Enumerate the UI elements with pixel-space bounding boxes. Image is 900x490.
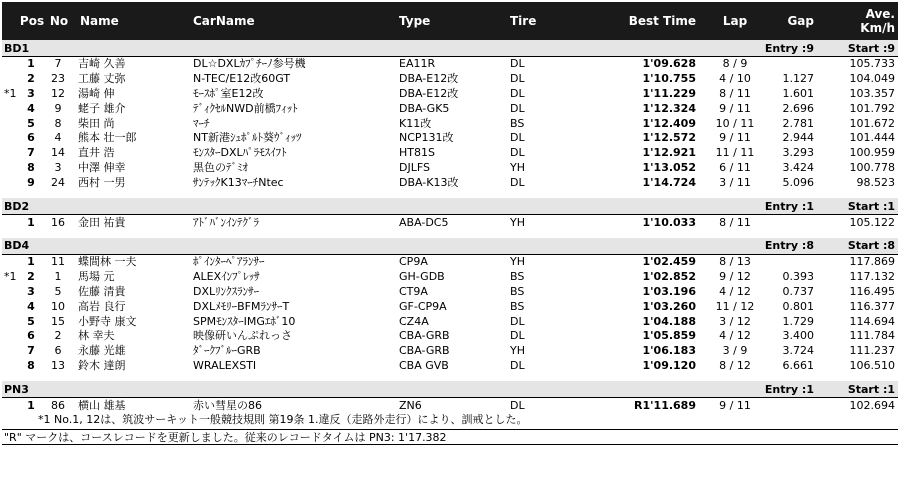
gap-cell: 1.729	[782, 314, 814, 328]
lap-cell: 11 / 11	[715, 146, 755, 160]
header-ave-speed	[818, 2, 898, 40]
pos-cell: 4	[27, 299, 35, 313]
driver-name-cell: 柴田 尚	[78, 116, 115, 130]
tire-cell: DL	[510, 329, 525, 343]
table-row	[2, 344, 898, 359]
gap-cell: 3.400	[782, 329, 814, 343]
table-row	[2, 175, 898, 190]
best-time-cell: 1'04.188	[642, 314, 696, 328]
car-name-cell: ﾃﾞｨｸｾﾙNWD前橋ﾌｨｯﾄ	[193, 101, 298, 115]
class-entry-count: Entry :1	[764, 199, 814, 213]
gap-cell: 3.293	[782, 146, 814, 160]
pos-cell: 4	[27, 101, 35, 115]
car-number-cell: 16	[51, 215, 65, 229]
car-number-cell: 24	[51, 175, 65, 189]
type-cell: CBA GVB	[399, 358, 449, 372]
tire-cell: BS	[510, 270, 525, 284]
class-spacer	[2, 230, 898, 238]
pos-cell: 1	[27, 215, 35, 229]
gap-cell: 0.801	[782, 299, 814, 313]
car-number-cell: 6	[54, 344, 62, 358]
header-gap: Gap	[787, 14, 814, 28]
gap-cell: 6.661	[782, 358, 814, 372]
pos-cell: 1	[27, 57, 35, 71]
ave-speed-cell: 101.444	[849, 131, 895, 145]
table-row	[2, 87, 898, 102]
car-name-cell: ﾀﾞｰｸﾌﾞﾙｰGRB	[193, 344, 261, 358]
lap-cell: 3 / 9	[722, 344, 748, 358]
tire-cell: DL	[510, 86, 525, 100]
type-cell: DBA-K13改	[399, 175, 459, 189]
car-number-cell: 1	[54, 270, 62, 284]
best-time-cell: 1'06.183	[642, 344, 696, 358]
car-name-cell: 映像研いんぷれっさ	[193, 329, 292, 343]
type-cell: CZ4A	[399, 314, 429, 328]
car-number-cell: 8	[54, 116, 62, 130]
car-name-cell: DL☆DXLｶﾌﾟﾁｰﾉ参号機	[193, 57, 306, 71]
type-cell: ZN6	[399, 398, 422, 412]
pos-cell: 7	[27, 344, 35, 358]
gap-cell: 1.601	[782, 86, 814, 100]
lap-cell: 11 / 12	[715, 299, 755, 313]
class-start-count: Start :9	[847, 41, 895, 55]
driver-name-cell: 林 幸夫	[78, 329, 115, 343]
ave-speed-cell: 116.377	[849, 299, 895, 313]
car-name-cell: DXLﾒﾓﾘｰBFMﾗﾝｻｰT	[193, 299, 290, 313]
gap-cell: 2.944	[782, 131, 814, 145]
table-row	[2, 146, 898, 161]
best-time-cell: 1'12.409	[642, 116, 696, 130]
table-row	[2, 329, 898, 344]
driver-name-cell: 鈴木 達朗	[78, 358, 126, 372]
pos-cell: 9	[27, 175, 35, 189]
type-cell: DBA-GK5	[399, 101, 450, 115]
car-name-cell: ｻﾝﾃｯｸK13ﾏｰﾁNtec	[193, 175, 284, 189]
lap-cell: 8 / 13	[719, 255, 751, 269]
ave-speed-cell: 106.510	[849, 358, 895, 372]
best-time-cell: 1'09.120	[642, 358, 696, 372]
car-number-cell: 10	[51, 299, 65, 313]
type-cell: CBA-GRB	[399, 344, 450, 358]
car-number-cell: 2	[54, 329, 62, 343]
table-row	[2, 299, 898, 314]
gap-cell: 0.393	[782, 270, 814, 284]
car-name-cell: ﾏｰﾁ	[193, 116, 210, 130]
car-name-cell: SPMﾓﾝｽﾀｰIMGｴﾎﾞ10	[193, 314, 296, 328]
driver-name-cell: 吉崎 久善	[78, 57, 126, 71]
ave-speed-cell: 101.792	[849, 101, 895, 115]
table-row	[2, 270, 898, 285]
lap-cell: 3 / 11	[719, 175, 751, 189]
lap-cell: 8 / 11	[719, 86, 751, 100]
type-cell: ABA-DC5	[399, 215, 449, 229]
gap-cell: 1.127	[782, 72, 814, 86]
tire-cell: DL	[510, 101, 525, 115]
car-name-cell: ｱﾄﾞﾊﾞﾝｲﾝﾃｸﾞﾗ	[193, 215, 259, 229]
driver-name-cell: 高岩 良行	[78, 299, 126, 313]
gap-cell: 3.424	[782, 160, 814, 174]
pos-cell: 3	[27, 86, 35, 100]
car-number-cell: 3	[54, 160, 62, 174]
car-number-cell: 11	[51, 255, 65, 269]
gap-cell: 2.696	[782, 101, 814, 115]
car-name-cell: ﾓｰｽﾎﾟ室E12改	[193, 86, 264, 100]
best-time-cell: 1'10.755	[642, 72, 696, 86]
best-time-cell: 1'13.052	[642, 160, 696, 174]
lap-cell: 6 / 11	[719, 160, 751, 174]
class-start-count: Start :8	[847, 239, 895, 253]
table-header	[2, 2, 898, 40]
header-ave-line1: Ave.	[865, 7, 895, 21]
car-number-cell: 15	[51, 314, 65, 328]
lap-cell: 4 / 10	[719, 72, 751, 86]
class-spacer	[2, 190, 898, 198]
type-cell: CBA-GRB	[399, 329, 450, 343]
ave-speed-cell: 117.132	[849, 270, 895, 284]
table-row	[2, 314, 898, 329]
best-time-cell: 1'02.459	[642, 255, 696, 269]
header-car-name: CarName	[193, 14, 255, 28]
car-number-cell: 5	[54, 284, 62, 298]
class-name: BD1	[4, 41, 30, 55]
driver-name-cell: 熊本 壮一郎	[78, 131, 137, 145]
class-entry-count: Entry :9	[764, 41, 814, 55]
best-time-cell: 1'03.196	[642, 284, 696, 298]
class-header-bd2	[2, 198, 898, 215]
car-number-cell: 86	[51, 398, 65, 412]
driver-name-cell: 工藤 丈弥	[78, 72, 126, 86]
pos-cell: 8	[27, 160, 35, 174]
tire-cell: DL	[510, 314, 525, 328]
tire-cell: DL	[510, 57, 525, 71]
pos-cell: 5	[27, 116, 35, 130]
tire-cell: DL	[510, 175, 525, 189]
best-time-cell: 1'12.324	[642, 101, 696, 115]
ave-speed-cell: 104.049	[849, 72, 895, 86]
type-cell: K11改	[399, 116, 432, 130]
header-name: Name	[80, 14, 119, 28]
class-header-pn3	[2, 381, 898, 398]
class-start-count: Start :1	[847, 382, 895, 396]
table-row	[2, 359, 898, 374]
driver-name-cell: 永藤 光雄	[78, 344, 126, 358]
best-time-cell: 1'12.921	[642, 146, 696, 160]
car-name-cell: 赤い彗星の86	[193, 398, 262, 412]
header-ave-line2: Km/h	[860, 21, 895, 35]
tire-cell: BS	[510, 284, 525, 298]
lap-cell: 9 / 11	[719, 131, 751, 145]
gap-cell: 2.781	[782, 116, 814, 130]
lap-cell: 4 / 12	[719, 329, 751, 343]
table-row	[2, 116, 898, 131]
header-tire: Tire	[510, 14, 537, 28]
header-no: No	[49, 14, 69, 28]
car-name-cell: ﾎﾟｲﾝﾀｰﾍﾟｱﾗﾝｻｰ	[193, 255, 265, 269]
tire-cell: DL	[510, 131, 525, 145]
pos-cell: 1	[27, 398, 35, 412]
type-cell: DJLFS	[399, 160, 430, 174]
best-time-cell: 1'10.033	[642, 215, 696, 229]
ave-speed-cell: 100.778	[849, 160, 895, 174]
tire-cell: BS	[510, 116, 525, 130]
type-cell: DBA-E12改	[399, 86, 459, 100]
driver-name-cell: 直井 浩	[78, 146, 115, 160]
tire-cell: YH	[510, 215, 525, 229]
note-marker: *1	[4, 270, 17, 284]
driver-name-cell: 金田 祐貴	[78, 215, 126, 229]
car-number-cell: 7	[54, 57, 62, 71]
ave-speed-cell: 101.672	[849, 116, 895, 130]
driver-name-cell: 馬場 元	[78, 270, 115, 284]
ave-speed-cell: 116.495	[849, 284, 895, 298]
class-header-bd4	[2, 238, 898, 255]
type-cell: EA11R	[399, 57, 436, 71]
driver-name-cell: 蛯子 雄介	[78, 101, 126, 115]
table-row	[2, 131, 898, 146]
lap-cell: 8 / 12	[719, 358, 751, 372]
type-cell: CP9A	[399, 255, 428, 269]
ave-speed-cell: 98.523	[856, 175, 895, 189]
ave-speed-cell: 117.869	[849, 255, 895, 269]
type-cell: NCP131改	[399, 131, 454, 145]
driver-name-cell: 西村 一男	[78, 175, 126, 189]
driver-name-cell: 小野寺 康文	[78, 314, 137, 328]
pos-cell: 2	[27, 270, 35, 284]
driver-name-cell: 中澤 伸幸	[78, 160, 126, 174]
header-best-time: Best Time	[628, 14, 696, 28]
class-start-count: Start :1	[847, 199, 895, 213]
results-table	[2, 2, 898, 445]
tire-cell: DL	[510, 72, 525, 86]
tire-cell: DL	[510, 398, 525, 412]
car-name-cell: DXLﾘﾝｸｽﾗﾝｻｰ	[193, 284, 260, 298]
table-row	[2, 215, 898, 230]
best-time-cell: 1'05.859	[642, 329, 696, 343]
tire-cell: DL	[510, 146, 525, 160]
best-time-cell: 1'14.724	[642, 175, 696, 189]
car-name-cell: ALEXｲﾝﾌﾟﾚｯｻ	[193, 270, 260, 284]
table-row	[2, 398, 898, 413]
ave-speed-cell: 111.237	[849, 344, 895, 358]
lap-cell: 9 / 12	[719, 270, 751, 284]
best-time-cell: 1'03.260	[642, 299, 696, 313]
car-name-cell: WRALEXSTI	[193, 358, 257, 372]
classes-container	[2, 40, 898, 413]
driver-name-cell: 佐藤 清貴	[78, 284, 126, 298]
car-name-cell: 黒色のﾃﾞﾐｵ	[193, 160, 248, 174]
class-entry-count: Entry :8	[764, 239, 814, 253]
car-number-cell: 4	[54, 131, 62, 145]
driver-name-cell: 湯崎 伸	[78, 86, 115, 100]
type-cell: DBA-E12改	[399, 72, 459, 86]
car-number-cell: 14	[51, 146, 65, 160]
ave-speed-cell: 111.784	[849, 329, 895, 343]
lap-cell: 8 / 9	[722, 57, 748, 71]
best-time-cell: 1'09.628	[642, 57, 696, 71]
pos-cell: 6	[27, 131, 35, 145]
best-time-cell: 1'11.229	[642, 86, 696, 100]
car-name-cell: NT新港ｼｭﾎﾟﾙﾄ葵ｳﾞｨｯﾂ	[193, 131, 302, 145]
class-name: PN3	[4, 382, 29, 396]
lap-cell: 10 / 11	[715, 116, 755, 130]
header-pos: Pos	[19, 14, 45, 28]
lap-cell: 4 / 12	[719, 284, 751, 298]
table-row	[2, 285, 898, 300]
lap-cell: 3 / 12	[719, 314, 751, 328]
lap-cell: 8 / 11	[719, 215, 751, 229]
driver-name-cell: 横山 雄基	[78, 398, 126, 412]
gap-cell: 3.724	[782, 344, 814, 358]
header-lap: Lap	[722, 14, 748, 28]
tire-cell: YH	[510, 255, 525, 269]
lap-cell: 9 / 11	[719, 398, 751, 412]
tire-cell: BS	[510, 299, 525, 313]
class-entry-count: Entry :1	[764, 382, 814, 396]
car-number-cell: 12	[51, 86, 65, 100]
table-row	[2, 255, 898, 270]
car-name-cell: N-TEC/E12改60GT	[193, 72, 291, 86]
ave-speed-cell: 105.733	[849, 57, 895, 71]
lap-cell: 9 / 11	[719, 101, 751, 115]
pos-cell: 7	[27, 146, 35, 160]
penalty-note: *1 No.1, 12は、筑波サーキット一般競技規則 第19条 1.違反（走路外走行）により、訓戒とした。	[38, 413, 528, 427]
note-marker: *1	[4, 86, 17, 100]
record-footer: "R" マークは、コースレコードを更新しました。従来のレコードタイムは PN3: 1'17.382	[2, 429, 898, 445]
ave-speed-cell: 102.694	[849, 398, 895, 412]
class-header-bd1	[2, 40, 898, 57]
type-cell: HT81S	[399, 146, 435, 160]
best-time-cell: 1'02.852	[642, 270, 696, 284]
pos-cell: 3	[27, 284, 35, 298]
class-name: BD2	[4, 199, 30, 213]
tire-cell: YH	[510, 160, 525, 174]
tire-cell: YH	[510, 344, 525, 358]
pos-cell: 1	[27, 255, 35, 269]
ave-speed-cell: 114.694	[849, 314, 895, 328]
ave-speed-cell: 100.959	[849, 146, 895, 160]
header-type: Type	[399, 14, 431, 28]
ave-speed-cell: 105.122	[849, 215, 895, 229]
car-number-cell: 9	[54, 101, 62, 115]
type-cell: GF-CP9A	[399, 299, 447, 313]
pos-cell: 8	[27, 358, 35, 372]
table-row	[2, 57, 898, 72]
driver-name-cell: 蝶間林 一夫	[78, 255, 137, 269]
class-name: BD4	[4, 239, 30, 253]
pos-cell: 5	[27, 314, 35, 328]
best-time-cell: 1'12.572	[642, 131, 696, 145]
gap-cell: 0.737	[782, 284, 814, 298]
tire-cell: DL	[510, 358, 525, 372]
type-cell: CT9A	[399, 284, 428, 298]
table-row	[2, 101, 898, 116]
ave-speed-cell: 103.357	[849, 86, 895, 100]
car-number-cell: 23	[51, 72, 65, 86]
gap-cell: 5.096	[782, 175, 814, 189]
type-cell: GH-GDB	[399, 270, 445, 284]
class-spacer	[2, 373, 898, 381]
table-row	[2, 161, 898, 176]
car-number-cell: 13	[51, 358, 65, 372]
car-name-cell: ﾓﾝｽﾀｰDXLﾊﾟﾗﾓｽｲﾌﾄ	[193, 146, 287, 160]
table-row	[2, 72, 898, 87]
pos-cell: 2	[27, 72, 35, 86]
pos-cell: 6	[27, 329, 35, 343]
best-time-cell: R1'11.689	[634, 398, 696, 412]
